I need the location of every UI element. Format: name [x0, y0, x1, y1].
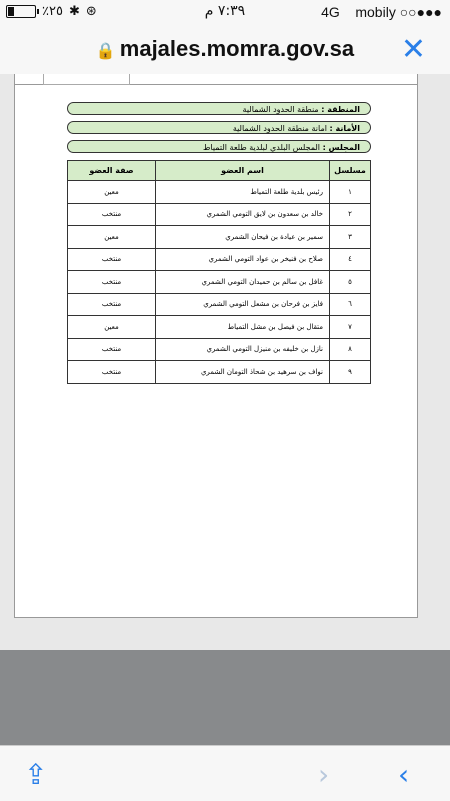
cell-role: منتخب [68, 248, 156, 271]
table-row [68, 338, 371, 361]
cell-name: سمير بن عيادة بن فيحان الشمري [156, 226, 330, 249]
carrier-name: mobily [355, 4, 396, 20]
rotation-lock-icon: ⊛ [85, 4, 97, 19]
cell-name: نازل بن خليفه بن منيزل التومي الشمري [156, 338, 330, 361]
cell-serial: ١ [330, 181, 371, 204]
table-row [68, 293, 371, 316]
share-icon[interactable]: ⇪ [24, 758, 48, 791]
back-icon[interactable]: ‹ [398, 758, 410, 791]
cell-role: منتخب [68, 203, 156, 226]
battery-percent: ٪٢٥ [42, 4, 63, 19]
forward-icon[interactable]: › [318, 758, 330, 791]
lock-icon: 🔒 [95, 43, 116, 60]
close-icon[interactable]: ✕ [400, 32, 426, 67]
bottom-toolbar [0, 745, 450, 801]
cell-serial: ٢ [330, 203, 371, 226]
url-display[interactable] [0, 36, 450, 62]
cell-role: منتخب [68, 293, 156, 316]
region-pill [67, 102, 371, 115]
header-logo-box [43, 74, 130, 85]
cell-name: نواف بن سرهيد بن شحاذ التومان الشمري [156, 361, 330, 384]
cell-serial: ٦ [330, 293, 371, 316]
network-type: 4G [321, 4, 340, 20]
table-row [68, 361, 371, 384]
cell-role: منتخب [68, 338, 156, 361]
cell-name: فايز بن فرحان بن مشعل التومي الشمري [156, 293, 330, 316]
header-serial: مسلسل [330, 161, 371, 181]
cell-serial: ٧ [330, 316, 371, 339]
council-value: المجلس البلدي لبلدية طلعة التمياط [203, 143, 321, 152]
council-label: المجلس : [322, 143, 360, 152]
table-row [68, 316, 371, 339]
cell-serial: ٣ [330, 226, 371, 249]
municipality-value: امانة منطقة الحدود الشمالية [232, 124, 327, 133]
url-text: majales.momra.gov.sa [119, 36, 355, 61]
cell-name: متقال بن فيصل بن مشل التمياط [156, 316, 330, 339]
cell-serial: ٥ [330, 271, 371, 294]
document-page [14, 74, 418, 618]
status-right [321, 4, 442, 20]
cell-role: منتخب [68, 361, 156, 384]
web-content[interactable] [0, 74, 450, 650]
table-header-row [68, 161, 371, 181]
cell-role: معين [68, 181, 156, 204]
status-time: ٧:٣٩ م [204, 3, 246, 19]
region-label: المنطقة : [321, 105, 360, 114]
status-bar [0, 0, 450, 24]
bluetooth-icon: ✱ [68, 4, 80, 19]
header-name: اسم العضو [156, 161, 330, 181]
cell-name: غافل بن سالم بن حميدان التومي الشمري [156, 271, 330, 294]
municipality-pill [67, 121, 371, 134]
municipality-label: الأمانة : [329, 124, 360, 133]
cell-serial: ٩ [330, 361, 371, 384]
table-row [68, 203, 371, 226]
council-pill [67, 140, 371, 153]
cell-name: خالد بن سعدون بن لايق التومي الشمري [156, 203, 330, 226]
members-table [67, 160, 371, 384]
table-row [68, 226, 371, 249]
cell-role: معين [68, 226, 156, 249]
region-value: منطقة الحدود الشمالية [242, 105, 319, 114]
table-row [68, 271, 371, 294]
table-row [68, 248, 371, 271]
cell-serial: ٨ [330, 338, 371, 361]
cell-serial: ٤ [330, 248, 371, 271]
address-bar [0, 24, 450, 75]
signal-icon: ○○●●● [399, 4, 442, 20]
page-background-gray [0, 650, 450, 745]
header-role: صفة العضو [68, 161, 156, 181]
cell-role: منتخب [68, 271, 156, 294]
cell-name: صلاح بن فنيخر بن عواد التومي الشمري [156, 248, 330, 271]
cell-role: معين [68, 316, 156, 339]
cell-name: رئيس بلدية طلعة التمياط [156, 181, 330, 204]
table-row [68, 181, 371, 204]
